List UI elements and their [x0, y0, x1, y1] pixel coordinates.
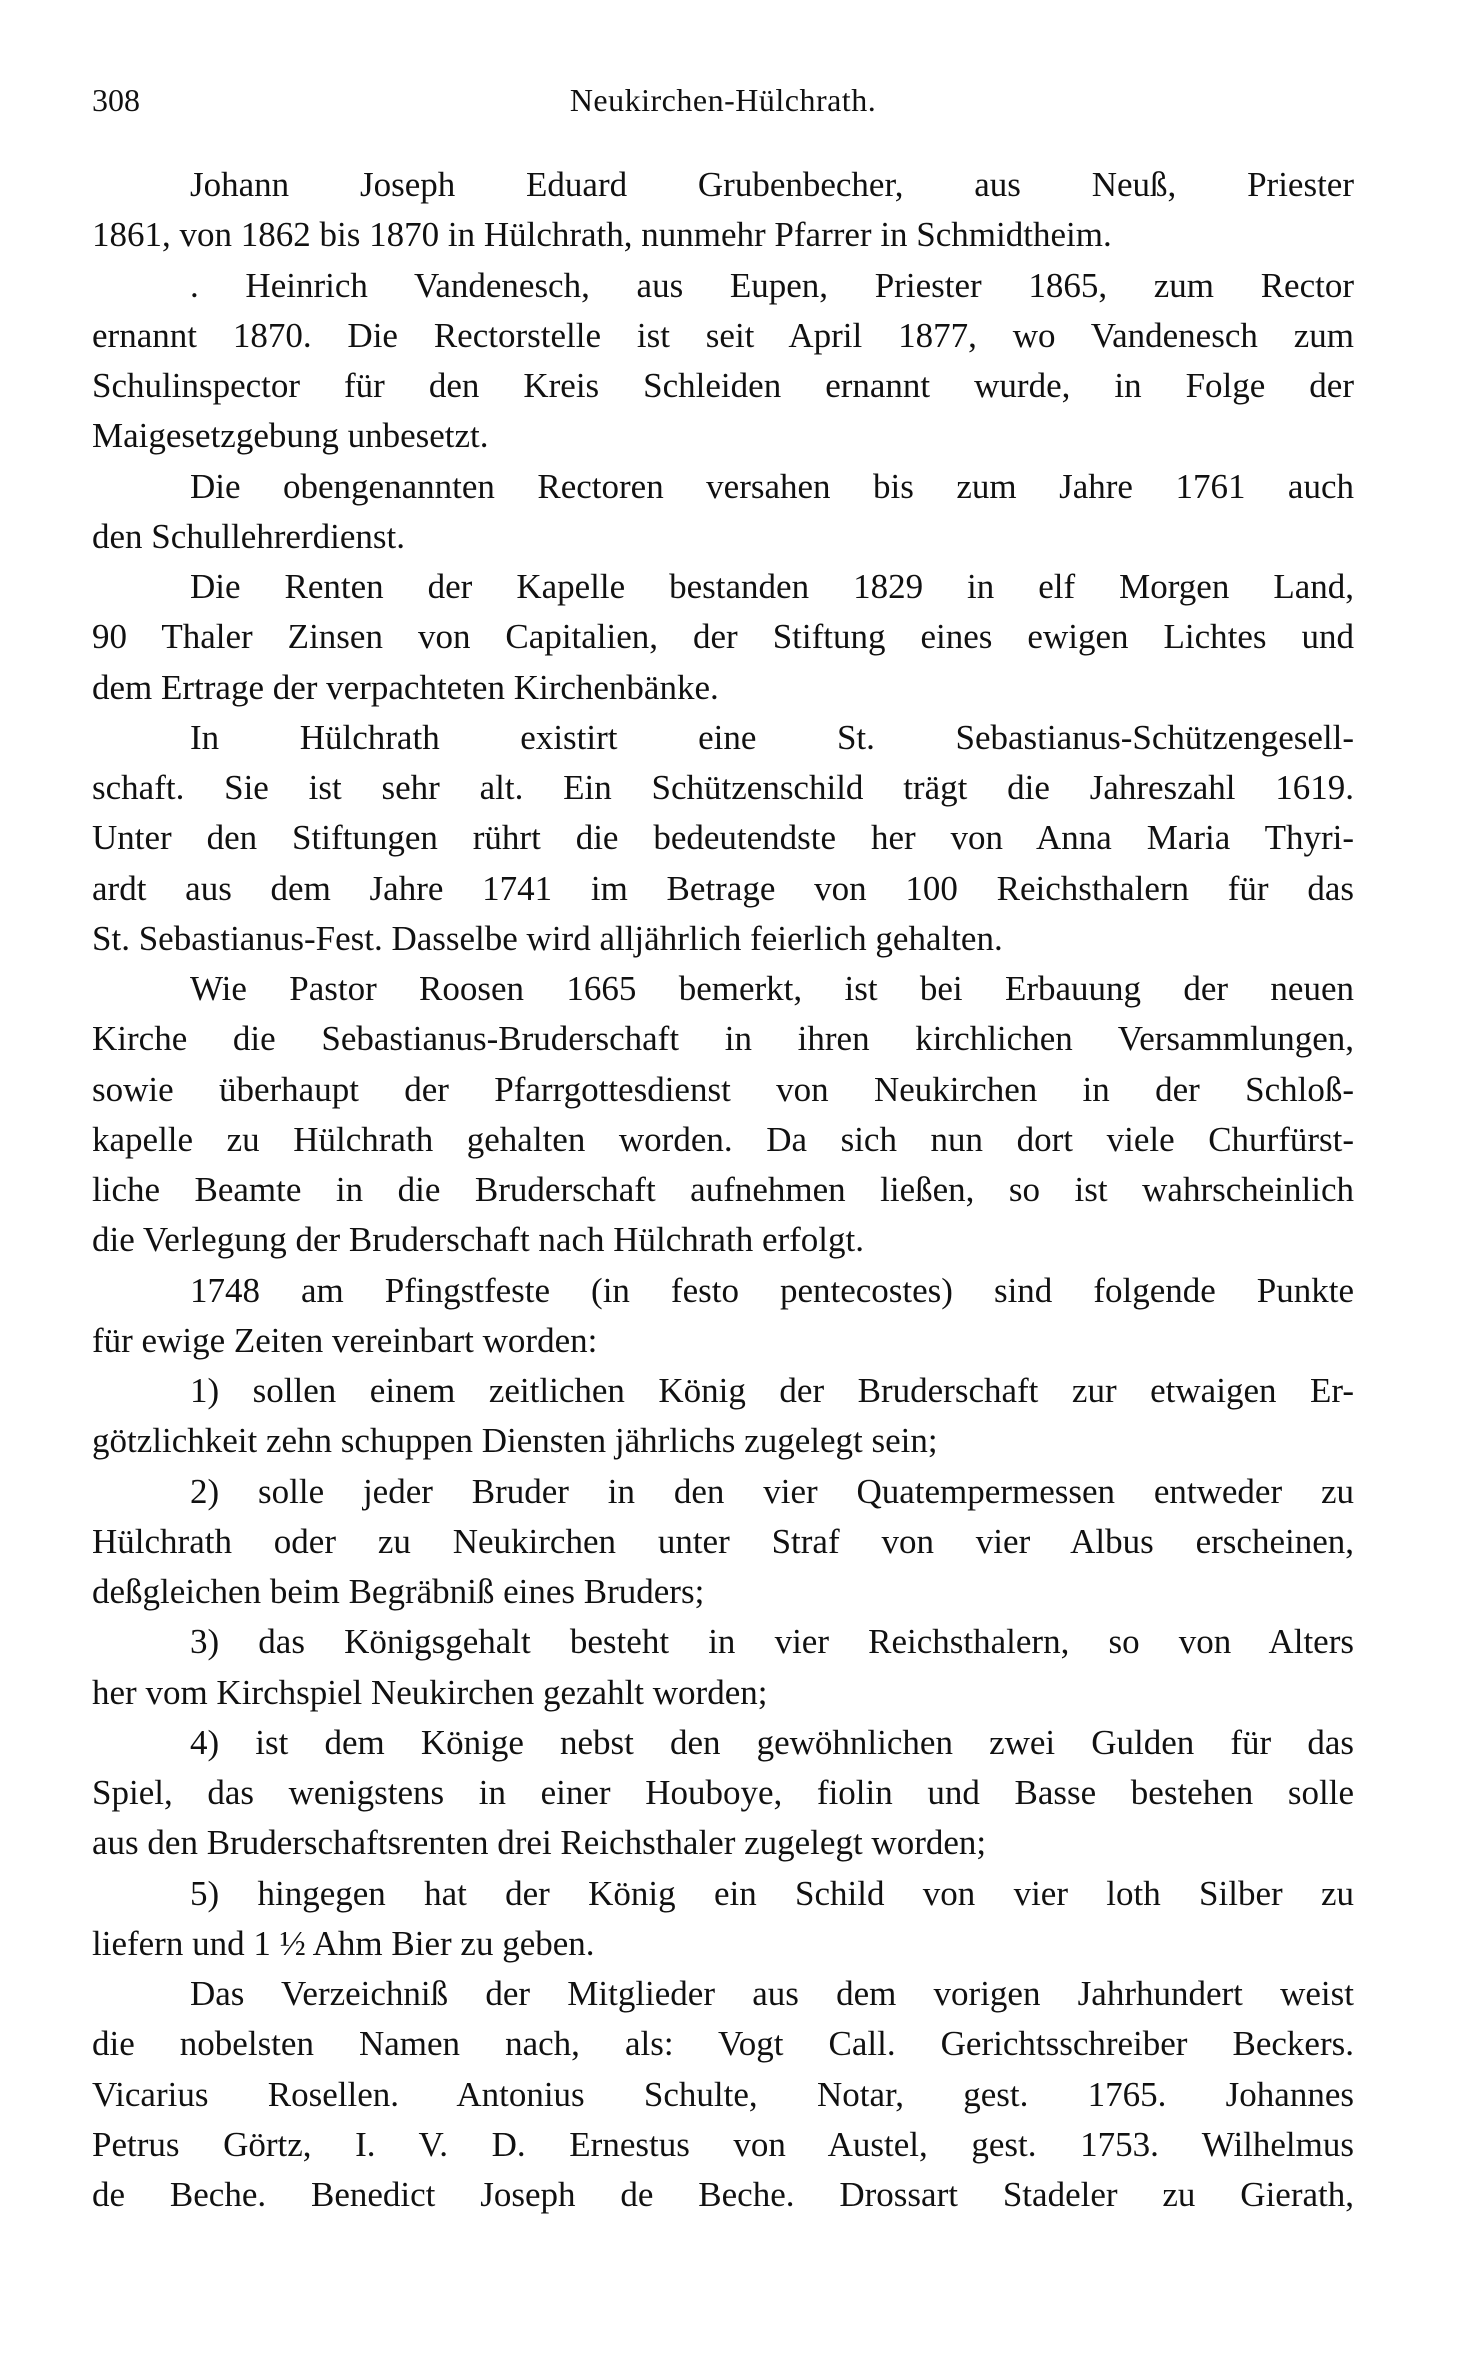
paragraph [92, 713, 1354, 964]
text-line: die nobelsten Namen nach, als: Vogt Call. Gerichtsschreiber Beckers. [92, 2024, 1354, 2064]
text-line: schaft. Sie ist sehr alt. Ein Schützenschild trägt die Jahreszahl 1619. [92, 768, 1354, 807]
paragraph [92, 462, 1354, 563]
text-line: Das Verzeichniß der Mitglieder aus dem vorigen Jahrhundert weist [190, 1974, 1354, 2013]
text-line: . Heinrich Vandenesch, aus Eupen, Priester 1865, zum Rector [190, 265, 1354, 305]
paragraph [92, 261, 1354, 462]
text-line: de Beche. Benedict Joseph de Beche. Drossart Stadeler zu Gierath, [92, 2175, 1354, 2214]
text-line: Johann Joseph Eduard Grubenbecher, aus Neuß, Priester [190, 165, 1354, 204]
text-line: die Verlegung der Bruderschaft nach Hülchrath erfolgt. [92, 1220, 864, 1260]
paragraph [92, 562, 1354, 713]
text-line: ernannt 1870. Die Rectorstelle ist seit April 1877, wo Vandenesch zum [92, 315, 1354, 355]
page-header [92, 82, 1354, 126]
text-line: 3) das Königsgehalt besteht in vier Reichsthalern, so von Alters [190, 1622, 1354, 1662]
text-line: götzlichkeit zehn schuppen Diensten jährlichs zugelegt sein; [92, 1421, 938, 1461]
text-line: Kirche die Sebastianus-Bruderschaft in ihren kirchlichen Versammlungen, [92, 1019, 1354, 1059]
text-line: 1861, von 1862 bis 1870 in Hülchrath, nunmehr Pfarrer in Schmidtheim. [92, 215, 1112, 255]
text-line: liefern und 1 ½ Ahm Bier zu geben. [92, 1923, 595, 1963]
text-line: St. Sebastianus-Fest. Dasselbe wird alljährlich feierlich gehalten. [92, 918, 1003, 958]
text-line: Vicarius Rosellen. Antonius Schulte, Notar, gest. 1765. Johannes [92, 2074, 1354, 2114]
paragraph [92, 1266, 1354, 1367]
text-line: 1748 am Pfingstfeste (in festo pentecostes) sind folgende Punkte [190, 1270, 1354, 1310]
text-line: Unter den Stiftungen rührt die bedeutendste her von Anna Maria Thyri- [92, 818, 1354, 858]
text-line: 5) hingegen hat der König ein Schild von vier loth Silber zu [190, 1873, 1354, 1913]
text-line: 1) sollen einem zeitlichen König der Bruderschaft zur etwaigen Er- [190, 1371, 1354, 1410]
text-line: sowie überhaupt der Pfarrgottesdienst von Neukirchen in der Schloß- [92, 1069, 1354, 1109]
text-line: Wie Pastor Roosen 1665 bemerkt, ist bei Erbauung der neuen [190, 969, 1354, 1008]
paragraph [92, 1869, 1354, 1970]
paragraph [92, 1366, 1354, 1467]
text-line: 4) ist dem Könige nebst den gewöhnlichen zwei Gulden für das [190, 1722, 1354, 1762]
running-title: Neukirchen-Hülchrath. [569, 82, 877, 118]
paragraph [92, 1718, 1354, 1869]
paragraph [92, 1617, 1354, 1718]
text-line: dem Ertrage der verpachteten Kirchenbänke. [92, 667, 719, 707]
page-number: 308 [92, 82, 140, 118]
text-line: ardt aus dem Jahre 1741 im Betrage von 100 Reichsthalern für das [92, 868, 1354, 908]
text-line: Maigesetzgebung unbesetzt. [92, 416, 489, 456]
text-line: deßgleichen beim Begräbniß eines Bruders; [92, 1572, 705, 1611]
text-line: Die Renten der Kapelle bestanden 1829 in elf Morgen Land, [190, 567, 1354, 606]
text-line: aus den Bruderschaftsrenten drei Reichsthaler zugelegt worden; [92, 1823, 987, 1863]
text-line: Schulinspector für den Kreis Schleiden ernannt wurde, in Folge der [92, 366, 1354, 405]
text-line: Die obengenannten Rectoren versahen bis zum Jahre 1761 auch [190, 466, 1354, 506]
paragraph [92, 1969, 1354, 2220]
text-line: den Schullehrerdienst. [92, 516, 405, 556]
paragraph [92, 160, 1354, 261]
text-line: liche Beamte in die Bruderschaft aufnehmen ließen, so ist wahrscheinlich [92, 1170, 1354, 1209]
body-text [92, 160, 1354, 2220]
text-line: Hülchrath oder zu Neukirchen unter Straf von vier Albus erscheinen, [92, 1521, 1354, 1561]
text-line: Petrus Görtz, I. V. D. Ernestus von Austel, gest. 1753. Wilhelmus [92, 2124, 1354, 2164]
text-line: für ewige Zeiten vereinbart worden: [92, 1320, 598, 1360]
paragraph [92, 964, 1354, 1266]
paragraph [92, 1467, 1354, 1618]
text-line: In Hülchrath existirt eine St. Sebastianus-Schützengesell- [190, 717, 1354, 757]
text-line: Spiel, das wenigstens in einer Houboye, fiolin und Basse bestehen solle [92, 1773, 1354, 1812]
text-line: 90 Thaler Zinsen von Capitalien, der Stiftung eines ewigen Lichtes und [92, 617, 1354, 657]
text-line: 2) solle jeder Bruder in den vier Quatempermessen entweder zu [190, 1471, 1354, 1511]
text-line: kapelle zu Hülchrath gehalten worden. Da sich nun dort viele Churfürst- [92, 1119, 1354, 1159]
text-line: her vom Kirchspiel Neukirchen gezahlt worden; [92, 1672, 768, 1712]
